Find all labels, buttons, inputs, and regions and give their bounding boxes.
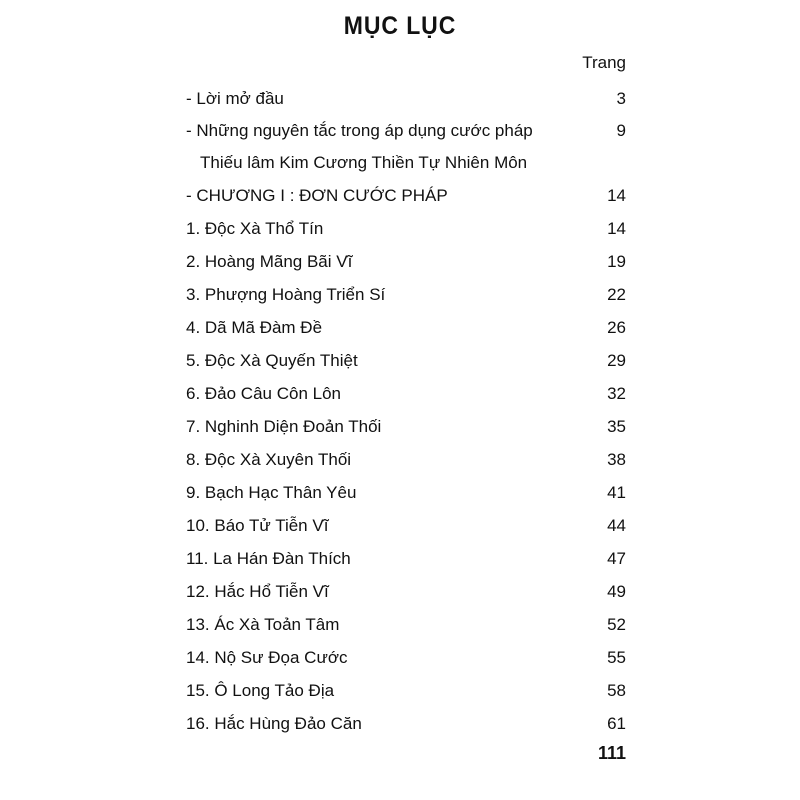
toc-entry-label: 5. Độc Xà Quyến Thiệt <box>186 351 358 370</box>
toc-entry-label: 10. Báo Tử Tiễn Vĩ <box>186 516 329 535</box>
toc-entry-page: 61 <box>607 714 626 733</box>
page-title: MỤC LỤC <box>343 12 457 40</box>
toc-entry-page: 52 <box>607 615 626 634</box>
toc-entry-label: 1. Độc Xà Thổ Tín <box>186 219 324 238</box>
toc-entry <box>186 513 626 539</box>
toc-entry <box>186 249 626 275</box>
toc-entry-label: 11. La Hán Đàn Thích <box>186 549 351 568</box>
toc-entry-page: 35 <box>607 417 626 436</box>
toc-entry <box>186 86 626 112</box>
toc-entry-label: - CHƯƠNG I : ĐƠN CƯỚC PHÁP <box>186 186 448 205</box>
toc-entry <box>186 447 626 473</box>
toc-entry-page: 19 <box>607 252 626 271</box>
toc-entry-page: 47 <box>607 549 626 568</box>
toc-entry-label: 6. Đảo Câu Côn Lôn <box>186 384 341 403</box>
toc-entry-page: 44 <box>607 516 626 535</box>
toc-entry-label: 8. Độc Xà Xuyên Thối <box>186 450 352 469</box>
toc-entry-page: 58 <box>607 681 626 700</box>
toc-entry-page: 49 <box>607 582 626 601</box>
toc-entry-continuation: Thiếu lâm Kim Cương Thiền Tự Nhiên Môn <box>200 153 528 172</box>
toc-entry <box>186 348 626 374</box>
toc-entry-page: 3 <box>616 89 626 108</box>
toc-entry <box>186 216 626 242</box>
toc-entry <box>186 678 626 704</box>
toc-entry <box>186 282 626 308</box>
toc-entry-page: 14 <box>607 219 626 238</box>
toc-entry <box>186 579 626 605</box>
toc-entry-label: - Lời mở đầu <box>186 89 284 108</box>
toc-entry <box>186 612 626 638</box>
page-folio-number: 111 <box>597 743 626 763</box>
toc-entry-page: 41 <box>607 483 626 502</box>
toc-entry-label: 16. Hắc Hùng Đảo Căn <box>186 714 362 733</box>
toc-entry-page: 38 <box>607 450 626 469</box>
toc-entry-chapter <box>186 183 626 209</box>
toc-entry <box>186 546 626 572</box>
toc-entry-page: 55 <box>607 648 626 667</box>
toc-entry <box>186 711 626 737</box>
toc-entry-label: 3. Phượng Hoàng Triển Sí <box>186 285 386 304</box>
toc-entry-label: 12. Hắc Hổ Tiễn Vĩ <box>186 582 329 601</box>
toc-entry-label: 4. Dã Mã Đàm Đề <box>186 318 323 337</box>
toc-entry <box>186 315 626 341</box>
toc-entry-page: 22 <box>607 285 626 304</box>
toc-entry-label: 9. Bạch Hạc Thân Yêu <box>186 483 357 502</box>
toc-entry-page: 14 <box>607 186 626 205</box>
toc-entry-label: 13. Ác Xà Toản Tâm <box>186 615 340 634</box>
toc-entry <box>186 414 626 440</box>
toc-entry-page: 29 <box>607 351 626 370</box>
page-column-header: Trang <box>582 53 626 72</box>
toc-entry <box>186 381 626 407</box>
toc-entry-label: - Những nguyên tắc trong áp dụng cước pháp <box>186 121 533 140</box>
toc-entry-page: 32 <box>607 384 626 403</box>
toc-entry <box>186 645 626 671</box>
toc-entry-page: 26 <box>607 318 626 337</box>
toc-entry-label: 2. Hoàng Mãng Bãi Vĩ <box>186 252 353 271</box>
toc-entry-page: 9 <box>616 121 626 140</box>
toc-entry-label: 15. Ô Long Tảo Địa <box>186 681 335 700</box>
toc-entry <box>186 118 626 144</box>
toc-entry <box>186 480 626 506</box>
toc-entry-label: 7. Nghinh Diện Đoản Thối <box>186 417 382 436</box>
toc-entry-label: 14. Nộ Sư Đọa Cước <box>186 648 348 667</box>
